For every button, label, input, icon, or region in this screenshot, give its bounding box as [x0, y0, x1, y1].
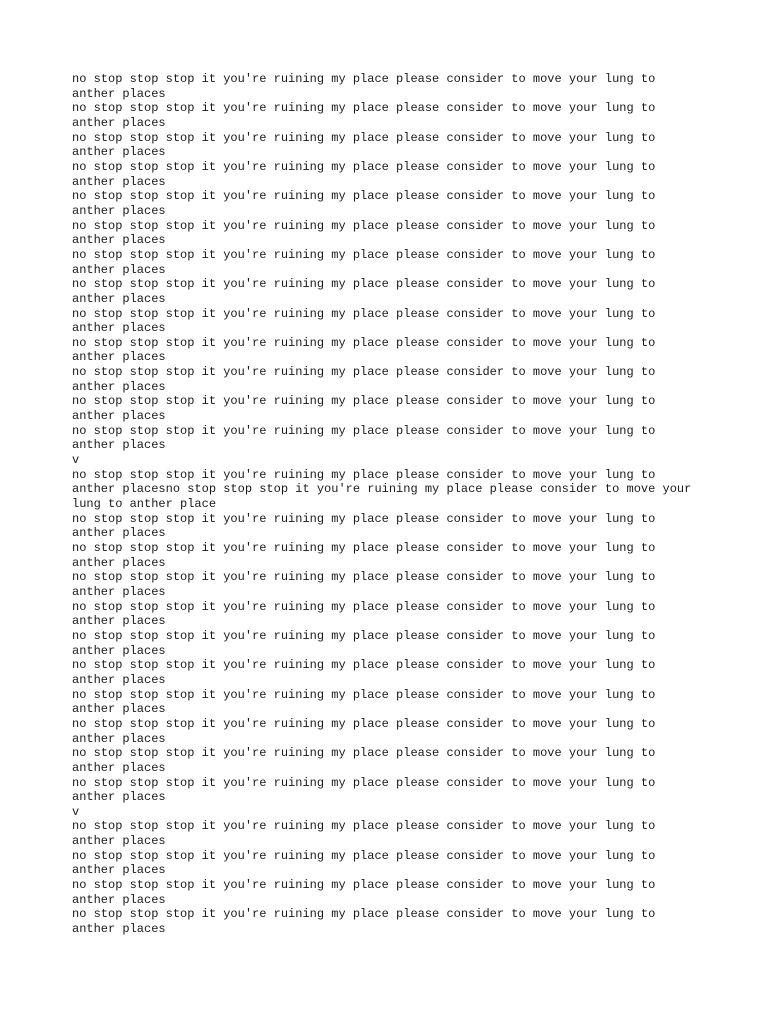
text-paragraph: no stop stop stop it you're ruining my place please consider to move your lung to anther places	[72, 423, 663, 453]
text-paragraph: no stop stop stop it you're ruining my place please consider to move your lung to anther places	[72, 687, 663, 717]
text-paragraph: no stop stop stop it you're ruining my place please consider to move your lung to anther places	[72, 599, 663, 629]
text-paragraph: no stop stop stop it you're ruining my place please consider to move your lung to anther places	[72, 189, 663, 218]
text-paragraph: no stop stop stop it you're ruining my place please consider to move your lung to anther places	[72, 101, 663, 130]
text-paragraph: no stop stop stop it you're ruining my place please consider to move your lung to anther places	[72, 277, 663, 306]
text-paragraph: no stop stop stop it you're ruining my place please consider to move your lung to anther places	[72, 878, 663, 907]
text-paragraph: no stop stop stop it you're ruining my place please consider to move your lung to anther placesno stop stop stop it you're ruining my place please consider to move your lung to anther place	[72, 467, 699, 512]
text-paragraph: no stop stop stop it you're ruining my place please consider to move your lung to anther places	[72, 247, 663, 277]
text-paragraph: no stop stop stop it you're ruining my place please consider to move your lung to anther places	[72, 570, 663, 599]
text-paragraph: no stop stop stop it you're ruining my place please consider to move your lung to anther places	[72, 218, 663, 248]
text-paragraph: no stop stop stop it you're ruining my place please consider to move your lung to anther places	[72, 335, 663, 365]
text-paragraph: no stop stop stop it you're ruining my place please consider to move your lung to anther places	[72, 511, 663, 541]
text-paragraph: no stop stop stop it you're ruining my place please consider to move your lung to anther places	[72, 628, 663, 658]
text-paragraph: no stop stop stop it you're ruining my place please consider to move your lung to anther places	[72, 775, 663, 805]
text-paragraph: no stop stop stop it you're ruining my place please consider to move your lung to anther places	[72, 746, 663, 775]
text-paragraph: no stop stop stop it you're ruining my place please consider to move your lung to anther places	[72, 365, 663, 394]
text-paragraph: no stop stop stop it you're ruining my place please consider to move your lung to anther places	[72, 159, 663, 189]
text-paragraph: no stop stop stop it you're ruining my place please consider to move your lung to anther places	[72, 658, 663, 687]
text-paragraph: no stop stop stop it you're ruining my place please consider to move your lung to anther places	[72, 72, 663, 101]
text-paragraph: no stop stop stop it you're ruining my place please consider to move your lung to anther places	[72, 394, 663, 424]
text-paragraph: no stop stop stop it you're ruining my place please consider to move your lung to anther places	[72, 716, 663, 746]
text-paragraph: no stop stop stop it you're ruining my place please consider to move your lung to anther places	[72, 541, 663, 570]
stray-character-line: v	[72, 453, 80, 468]
text-paragraph: no stop stop stop it you're ruining my place please consider to move your lung to anther places	[72, 130, 663, 160]
stray-character-line: v	[72, 804, 80, 819]
text-paragraph: no stop stop stop it you're ruining my place please consider to move your lung to anther places	[72, 907, 663, 937]
text-paragraph: no stop stop stop it you're ruining my place please consider to move your lung to anther places	[72, 306, 663, 336]
text-paragraph: no stop stop stop it you're ruining my place please consider to move your lung to anther places	[72, 848, 663, 878]
text-paragraph: no stop stop stop it you're ruining my place please consider to move your lung to anther places	[72, 819, 663, 849]
document-body[interactable]	[72, 72, 699, 937]
